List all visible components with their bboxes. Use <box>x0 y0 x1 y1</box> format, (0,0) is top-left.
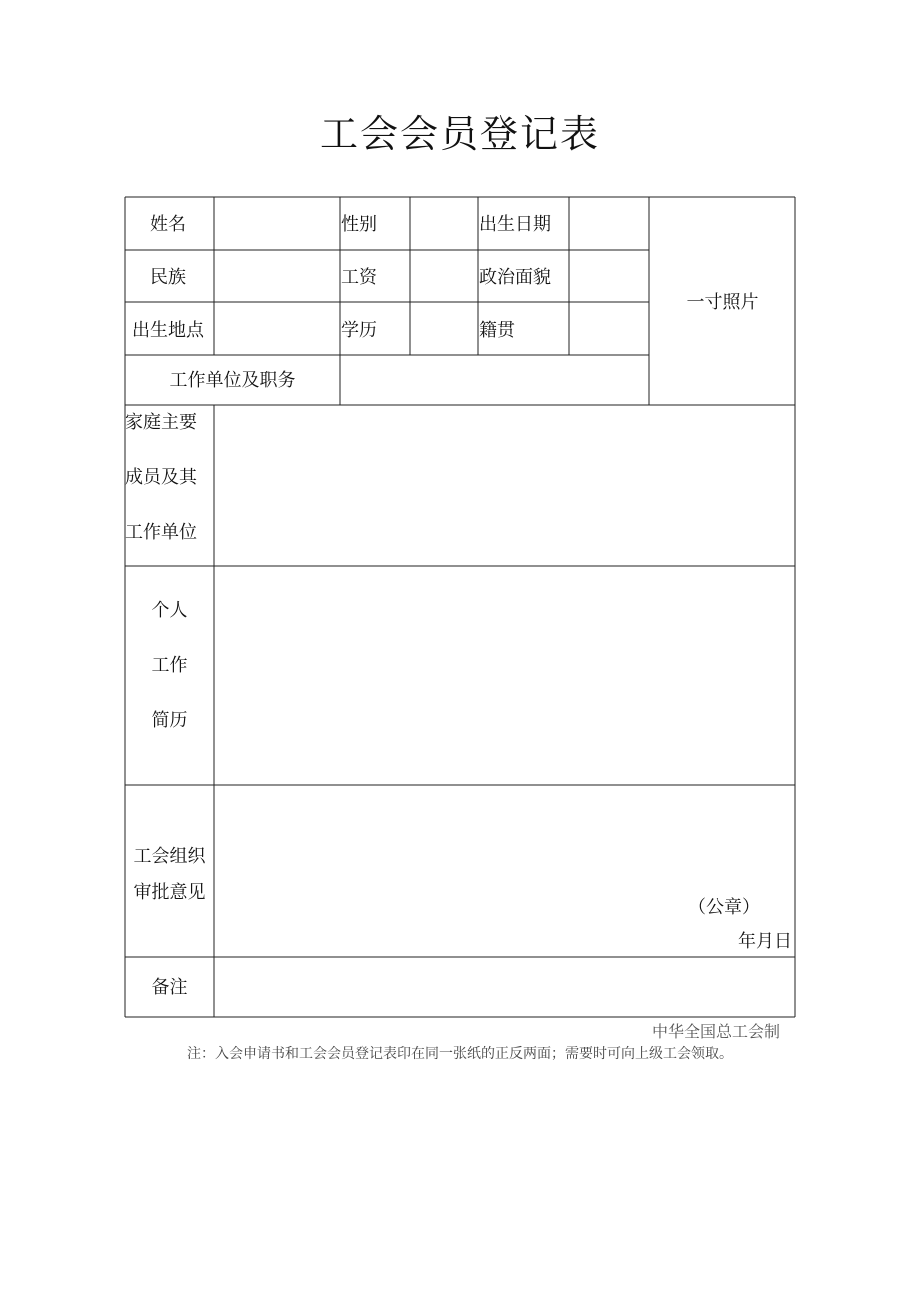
salary-field[interactable] <box>411 251 477 301</box>
page-title: 工会会员登记表 <box>319 112 600 156</box>
birthdate-label: 出生日期 <box>479 214 551 235</box>
resume-label-line1: 个人 <box>151 600 188 621</box>
name-label: 姓名 <box>150 214 186 235</box>
resume-label-line2: 工作 <box>151 655 188 676</box>
family-field[interactable] <box>215 406 794 565</box>
resume-label-line3: 简历 <box>151 710 188 731</box>
political-field[interactable] <box>570 251 648 301</box>
remark-label: 备注 <box>151 977 188 998</box>
gender-field[interactable] <box>411 198 477 249</box>
political-label: 政治面貌 <box>479 267 551 288</box>
issuer-text: 中华全国总工会制 <box>651 1022 780 1041</box>
native-field[interactable] <box>570 303 648 354</box>
family-label-line1: 家庭主要 <box>125 412 197 433</box>
remark-field[interactable] <box>215 958 794 1016</box>
education-field[interactable] <box>411 303 477 354</box>
salary-label: 工资 <box>341 267 377 288</box>
birthplace-field[interactable] <box>215 303 339 354</box>
family-label-line2: 成员及其 <box>125 467 197 488</box>
education-label: 学历 <box>341 320 377 341</box>
ethnicity-field[interactable] <box>215 251 339 301</box>
photo-box[interactable] <box>650 198 794 404</box>
photo-label: 一寸照片 <box>686 292 759 313</box>
approval-date-label: 年月日 <box>738 931 792 952</box>
gender-label: 性别 <box>341 214 377 235</box>
birthplace-label: 出生地点 <box>132 320 204 341</box>
approval-label-line2: 审批意见 <box>133 882 206 903</box>
resume-field[interactable] <box>215 567 794 784</box>
name-field[interactable] <box>215 198 339 249</box>
footer-note: 注：入会申请书和工会会员登记表印在同一张纸的正反两面；需要时可向上级工会领取。 <box>187 1046 733 1062</box>
family-label-line3: 工作单位 <box>125 522 197 543</box>
ethnicity-label: 民族 <box>150 267 186 288</box>
approval-label-line1: 工会组织 <box>133 846 206 867</box>
workunit-label: 工作单位及职务 <box>169 370 296 391</box>
native-label: 籍贯 <box>479 320 515 341</box>
workunit-field[interactable] <box>341 356 648 404</box>
seal-label: （公章） <box>688 897 760 918</box>
approval-field[interactable] <box>215 786 794 956</box>
birthdate-field[interactable] <box>570 198 648 249</box>
